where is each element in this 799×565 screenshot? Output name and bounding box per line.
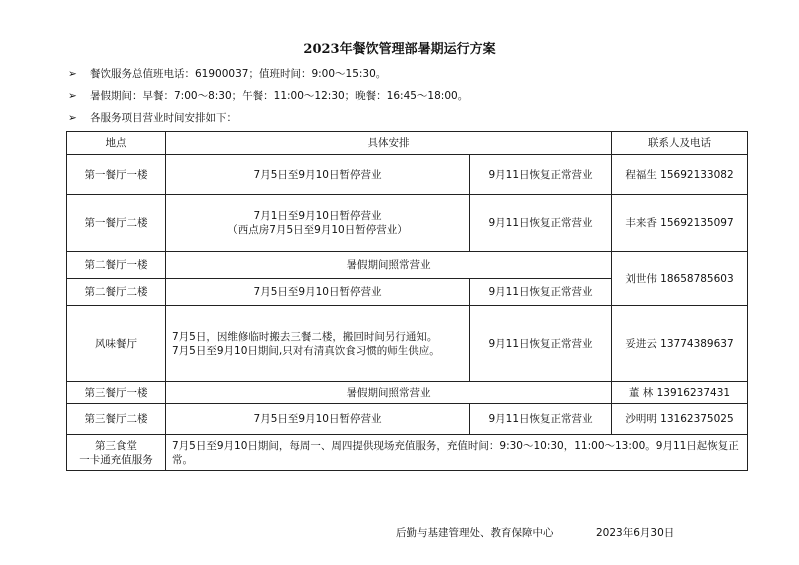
- table-row: [67, 435, 748, 471]
- bullet-text: 暑假期间：早餐：7:00～8:30；午餐：11:00～12:30；晚餐：16:45～18:00。: [90, 90, 469, 102]
- resume-cell: 9月11日恢复正常营业: [470, 195, 612, 252]
- location-cell: [67, 435, 166, 471]
- table-header-row: [67, 132, 748, 155]
- header-arrangement: 具体安排: [166, 132, 612, 155]
- contact-cell: 丰来香 15692135097: [612, 195, 748, 252]
- normal-operation-cell: 暑假期间照常营业: [166, 252, 612, 279]
- table-row: [67, 382, 748, 404]
- contact-cell: 沙明明 13162375025: [612, 404, 748, 435]
- closure-cell: [166, 195, 470, 252]
- merged-contact-cell: 刘世伟 18658785603: [612, 252, 748, 306]
- table-row: [67, 306, 748, 382]
- arrow-bullet-icon: ➢: [68, 68, 77, 80]
- contact-cell: 妥进云 13774389637: [612, 306, 748, 382]
- footer-date: 2023年6月30日: [596, 527, 675, 539]
- recharge-detail-cell: 7月5日至9月10日期间，每周一、周四提供现场充值服务，充值时间：9:30～10:30，11:00～13:00。9月11日起恢复正常。: [166, 435, 748, 471]
- resume-cell: 9月11日恢复正常营业: [470, 279, 612, 306]
- bullet-text: 各服务项目营业时间安排如下：: [90, 112, 237, 124]
- location-line: 一卡通充值服务: [79, 453, 153, 466]
- location-line: 第三食堂: [95, 439, 137, 452]
- table-row: [67, 252, 748, 279]
- closure-cell: [166, 306, 470, 382]
- location-cell: 风味餐厅: [67, 306, 166, 382]
- closure-cell: 7月5日至9月10日暂停营业: [166, 279, 470, 306]
- arrow-bullet-icon: ➢: [68, 90, 77, 102]
- bullet-text: 餐饮服务总值班电话：61900037；值班时间：9:00～15:30。: [90, 68, 387, 80]
- location-cell: 第一餐厅二楼: [67, 195, 166, 252]
- header-location: 地点: [67, 132, 166, 155]
- normal-operation-cell: 暑假期间照常营业: [166, 382, 612, 404]
- closure-note: 7月5日至9月10日期间,只对有清真饮食习惯的师生供应。: [172, 344, 440, 357]
- closure-note: （西点房7月5日至9月10日暂停营业）: [227, 224, 408, 236]
- schedule-table: [66, 131, 748, 471]
- location-cell: 第二餐厅一楼: [67, 252, 166, 279]
- closure-cell: 7月5日至9月10日暂停营业: [166, 155, 470, 195]
- resume-cell: 9月11日恢复正常营业: [470, 155, 612, 195]
- footer-organization: 后勤与基建管理处、教育保障中心: [396, 527, 554, 539]
- document-title: 2023年餐饮管理部暑期运行方案: [303, 42, 496, 57]
- resume-cell: 9月11日恢复正常营业: [470, 404, 612, 435]
- location-cell: 第三餐厅一楼: [67, 382, 166, 404]
- table-row: [67, 195, 748, 252]
- closure-text: 7月5日，因维修临时搬去三餐二楼，搬回时间另行通知。: [172, 330, 438, 343]
- contact-cell: 董 林 13916237431: [612, 382, 748, 404]
- location-cell: 第三餐厅二楼: [67, 404, 166, 435]
- bullet-schedule-intro: [68, 111, 237, 125]
- closure-text: 7月1日至9月10日暂停营业: [253, 210, 382, 222]
- table-row: [67, 155, 748, 195]
- bullet-meal-times: [68, 89, 468, 103]
- location-cell: 第二餐厅二楼: [67, 279, 166, 306]
- header-contact: 联系人及电话: [612, 132, 748, 155]
- arrow-bullet-icon: ➢: [68, 112, 77, 124]
- bullet-duty-phone: [68, 67, 386, 81]
- contact-cell: 程福生 15692133082: [612, 155, 748, 195]
- table-row: [67, 404, 748, 435]
- location-cell: 第一餐厅一楼: [67, 155, 166, 195]
- closure-cell: 7月5日至9月10日暂停营业: [166, 404, 470, 435]
- resume-cell: 9月11日恢复正常营业: [470, 306, 612, 382]
